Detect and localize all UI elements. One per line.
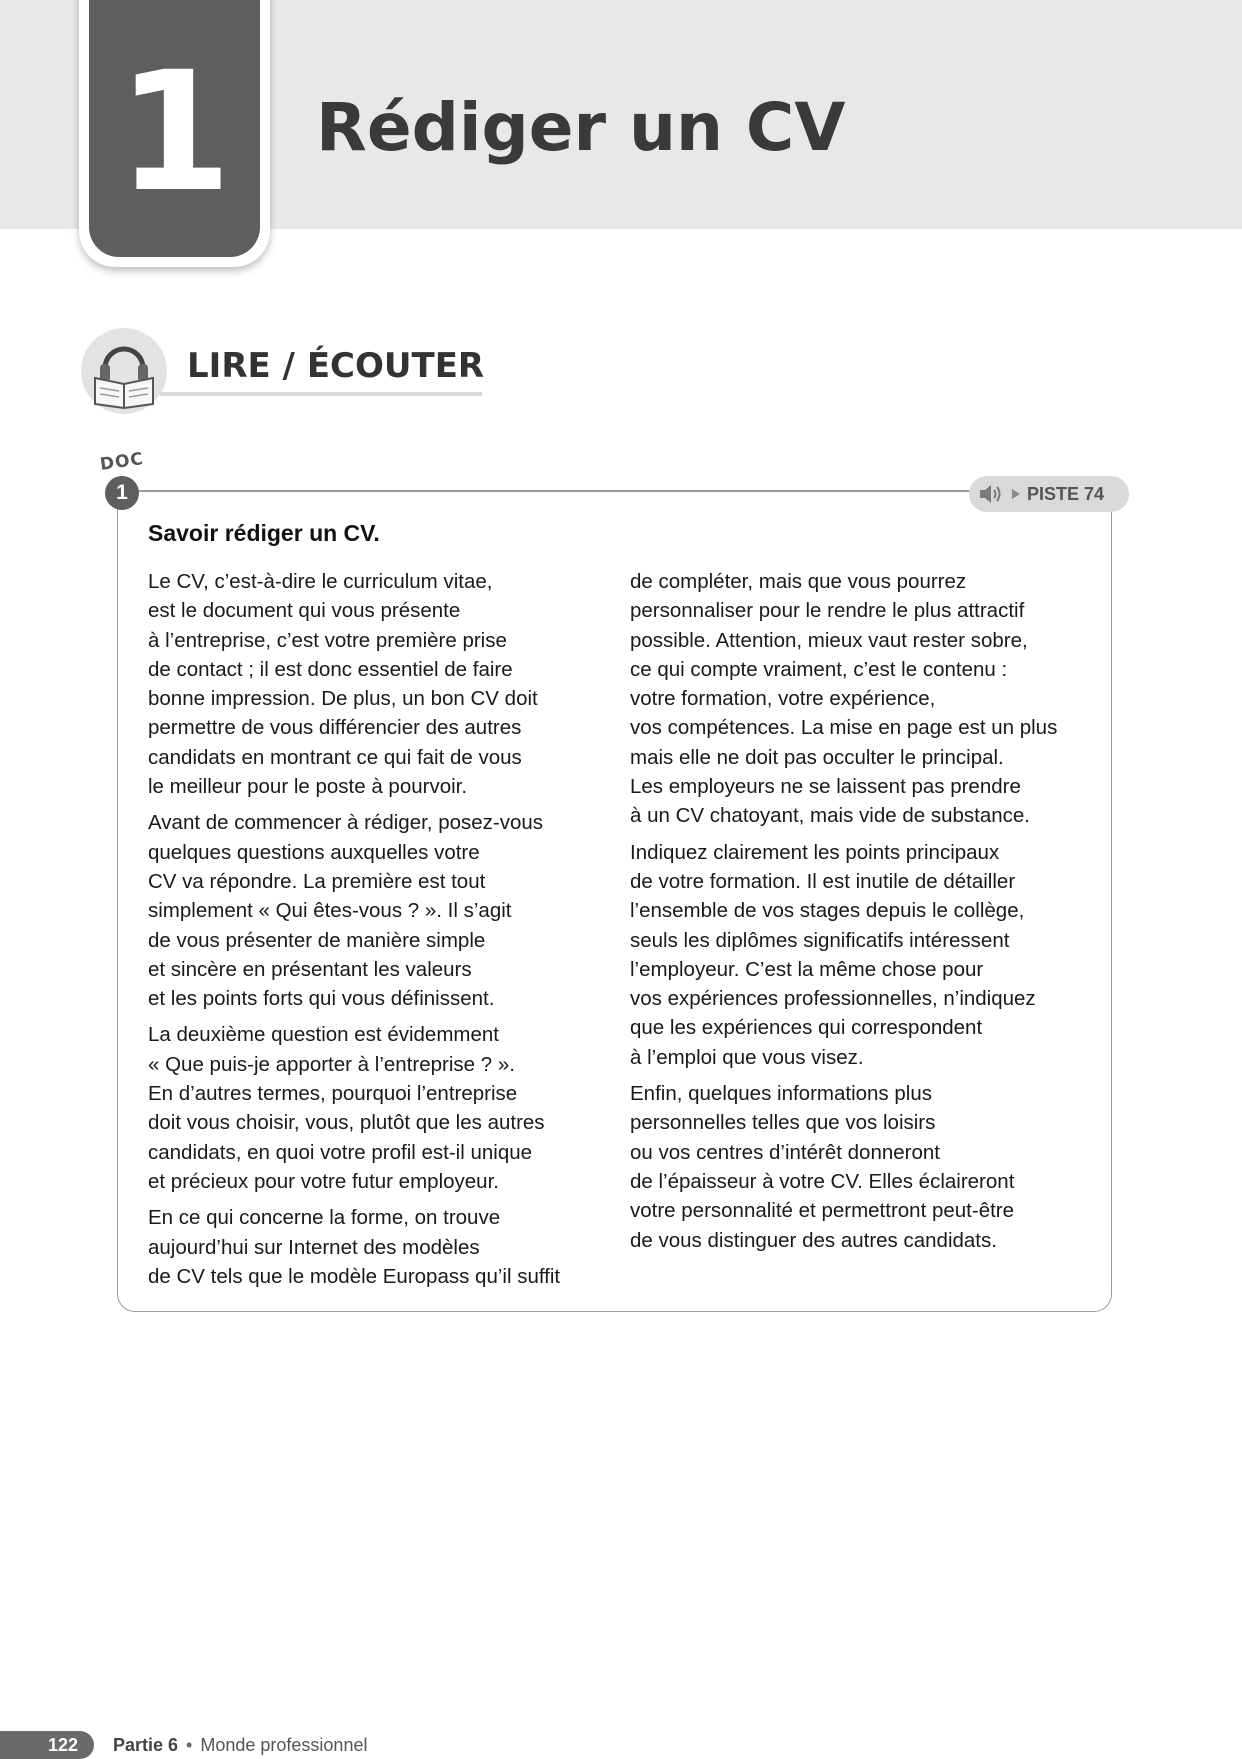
footer-part: Partie 6: [113, 1735, 179, 1755]
paragraph: Avant de commencer à rédiger, posez-vous quelques questions auxquelles votre CV va répondre. La première est tout simplement « Qui êtes-vous ? ». Il s’agit de vous présenter de manière simple et sincère en présentant les valeurs et les points forts qui vous définissent.: [148, 811, 544, 1011]
chapter-tab-inner: [89, 0, 260, 257]
audio-track-button[interactable]: [969, 476, 1129, 512]
paragraph: Indiquez clairement les points principaux de votre formation. Il est inutile de détailler l’ensemble de vos stages depuis le collège, seuls les diplômes significatifs intéressent l’employeur. C’est la même chose pour vos expériences professionnelles, n’indiquez que les expériences qui correspondent à l’emploi que vous visez.: [630, 840, 1036, 1069]
play-icon: [1012, 489, 1020, 499]
footer-topic: Monde professionnel: [200, 1735, 368, 1755]
chapter-title: Rédiger un CV: [316, 89, 846, 166]
speaker-icon: [979, 484, 1005, 504]
section-title: LIRE / ÉCOUTER: [187, 346, 485, 386]
book-headphones-icon: [81, 328, 167, 414]
doc-label: DOC: [98, 449, 146, 475]
footer-separator: •: [186, 1735, 193, 1755]
doc-title: Savoir rédiger un CV.: [148, 520, 380, 546]
doc-number-badge: 1: [105, 476, 139, 510]
paragraph: Le CV, c’est-à-dire le curriculum vitae, est le document qui vous présente à l’entreprise, c’est votre première prise de contact ; il est donc essentiel de faire bonne impression. De plus, un bon CV doit permettre de vous différencier des autres candidats en montrant ce qui fait de vous le meilleur pour le poste à pourvoir.: [148, 570, 538, 799]
chapter-number: 1: [117, 36, 232, 228]
text-column-left: [148, 567, 598, 1298]
chapter-tab: [79, 0, 270, 267]
page-number: 122: [0, 1731, 94, 1759]
track-label: PISTE 74: [1027, 483, 1105, 504]
paragraph: Enfin, quelques informations plus personnelles telles que vos loisirs ou vos centres d’intérêt donneront de l’épaisseur à votre CV. Elles éclaireront votre personnalité et permettront peut-être de vous distinguer des autres candidats.: [630, 1082, 1015, 1252]
section-underline: [160, 392, 482, 396]
paragraph: de compléter, mais que vous pourrez personnaliser pour le rendre le plus attractif possible. Attention, mieux vaut rester sobre, ce qui compte vraiment, c’est le contenu : votre formation, votre expérience, vos compétences. La mise en page est un plus mais elle ne doit pas occulter le principal. Les employeurs ne se laissent pas prendre à un CV chatoyant, mais vide de substance.: [630, 570, 1058, 828]
paragraph: La deuxième question est évidemment « Que puis-je apporter à l’entreprise ? ». En d’autres termes, pourquoi l’entreprise doit vous choisir, vous, plutôt que les autres candidats, en quoi votre profil est-il unique et précieux pour votre futur employeur.: [148, 1023, 545, 1193]
text-column-right: [630, 567, 1080, 1262]
paragraph: En ce qui concerne la forme, on trouve aujourd’hui sur Internet des modèles de CV tels que le modèle Europass qu’il suffit: [148, 1206, 561, 1288]
footer-breadcrumb: [113, 1735, 367, 1756]
